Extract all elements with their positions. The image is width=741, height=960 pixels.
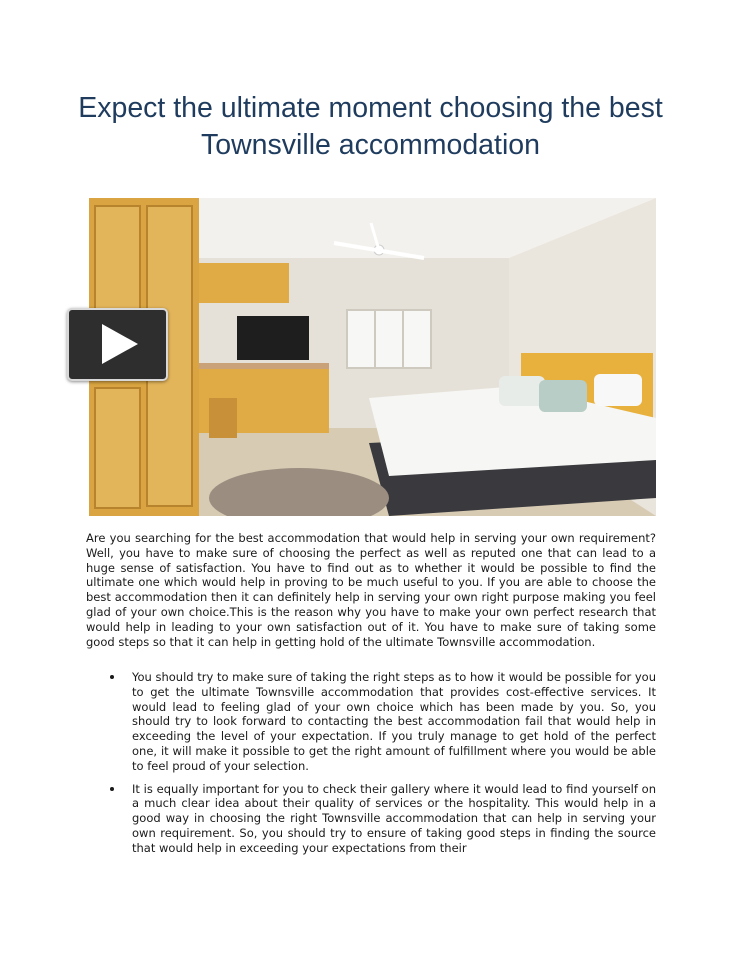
list-item xyxy=(86,670,656,774)
video-play-button[interactable] xyxy=(67,308,168,381)
play-icon xyxy=(102,324,138,364)
hotel-room-image xyxy=(89,198,656,516)
list-item xyxy=(86,782,656,856)
bullet-list xyxy=(86,670,656,864)
bullet-icon xyxy=(110,675,114,679)
bullet-text: It is equally important for you to check their gallery where it would lead to find yourself on a much clear idea about their quality of services or the hospitality. This would help in a good way in choosing the right Townsville accommodation that can help in serving your own requirement. So, you should try to ensure of taking good steps in finding the source that would help in exceeding your expectations from their xyxy=(132,781,656,855)
bullet-text: You should try to make sure of taking the right steps as to how it would be possible for you to get the ultimate Townsville accommodation that provides cost-effective services. It would lead to feeling glad of your own choice which has been made by you. So, you should try to look forward to contacting the best accommodation fail that would help in exceeding the level of your expectation. If you truly manage to get hold of the perfect one, it will make it possible to get the right amount of fulfillment where you would be able to feel proud of your selection. xyxy=(132,670,656,773)
page-title: Expect the ultimate moment choosing the best Townsville accommodation xyxy=(78,92,663,161)
bullet-icon xyxy=(110,787,114,791)
intro-paragraph: Are you searching for the best accommodation that would help in serving your own requirement? Well, you have to make sure of choosing the perfect as well as reputed one that can lead to a huge sense of satisfaction. You have to find out as to whether it would be possible to find the ultimate one which would help in proving to be much useful to you. If you are able to choose the best accommodation then it can definitely help in serving your own right purpose making you feel glad of your own choice.This is the reason why you have to make your own perfect research that would help in leading to your own satisfaction out of it. You have to make sure of taking some good steps so that it can help in getting hold of the ultimate Townsville accommodation. xyxy=(86,531,656,649)
